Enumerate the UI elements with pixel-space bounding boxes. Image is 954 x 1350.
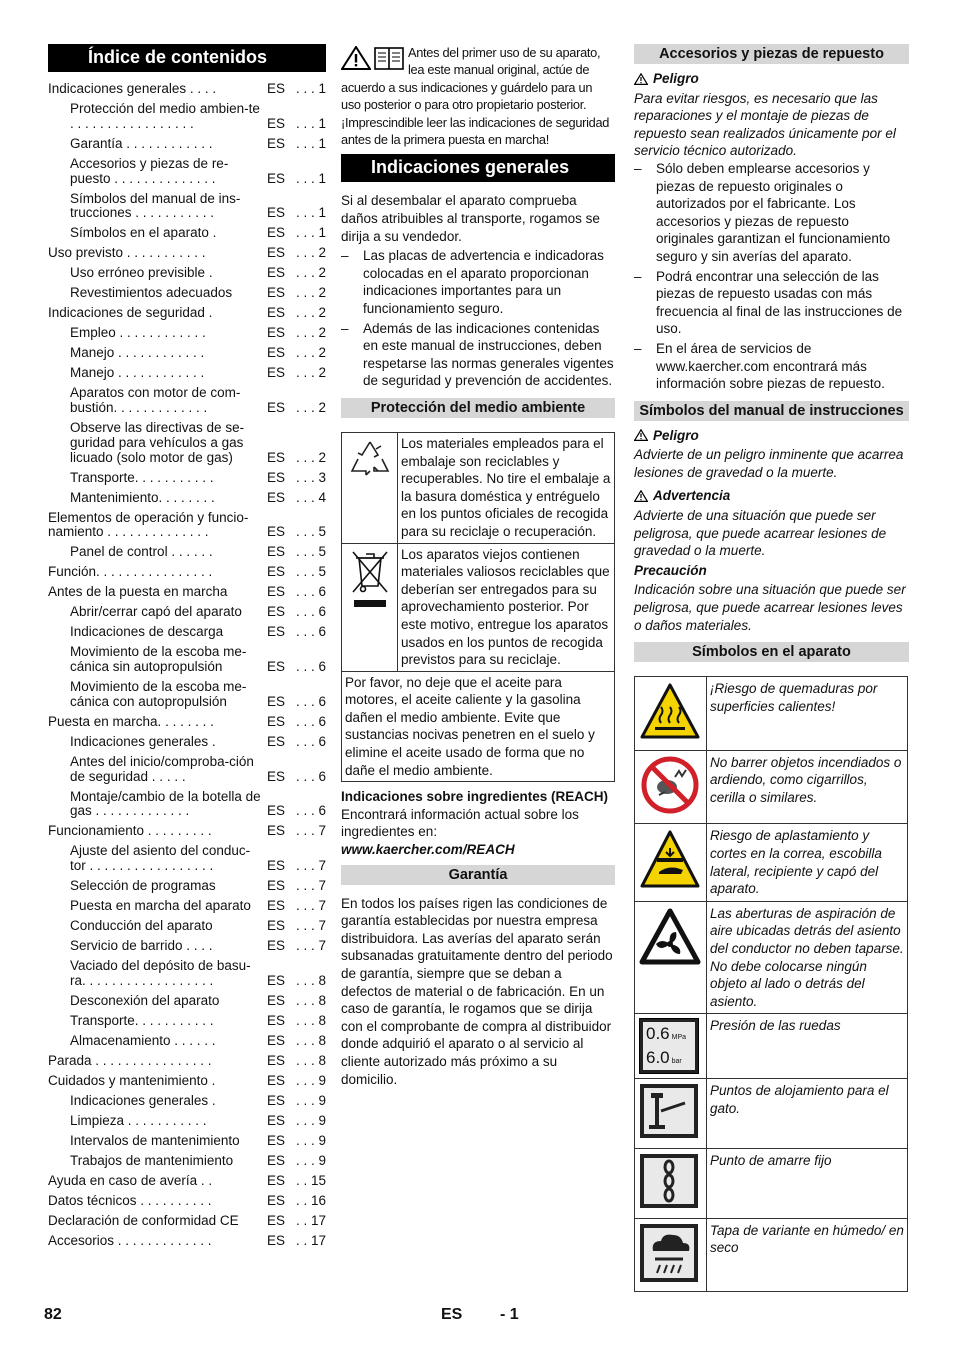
toc-entry-page: . . . 1: [295, 205, 326, 221]
toc-entry-lang: ES: [266, 1192, 285, 1208]
recycling-icon: [348, 437, 392, 481]
toc-entry[interactable]: [48, 326, 326, 341]
toc-entry-lang: ES: [266, 604, 285, 620]
toc-entry-lang: ES: [266, 399, 285, 415]
toc-entry-label: Panel de control . . . . . .: [70, 544, 213, 560]
toc-entry-label: Indicaciones de seguridad .: [48, 305, 213, 321]
toc-entry[interactable]: [48, 421, 326, 465]
pressure-value-2: 6.0: [646, 1048, 670, 1068]
reach-text: Encontrará información actual sobre los ingredientes en:: [341, 806, 579, 840]
wet-dry-flap-icon: [639, 1223, 699, 1283]
toc-entry-page: . . . 6: [295, 604, 326, 620]
toc-entry-label: Declaración de conformidad CE: [48, 1212, 239, 1228]
toc-entry-lang: ES: [266, 823, 285, 839]
device-symbol-row: [635, 1079, 908, 1149]
toc-entry-label: Montaje/cambio de la botella de gas . . . . . . . . . . . . .: [70, 788, 261, 819]
toc-entry-page: . . . 2: [295, 399, 326, 415]
toc-entry-lang: ES: [266, 624, 285, 640]
toc-entry-page: . . . 9: [295, 1152, 326, 1168]
toc-entry[interactable]: [48, 1194, 326, 1209]
toc-entry[interactable]: [48, 192, 326, 222]
toc-entry-label: Movimiento de la escoba me-cánica con autopropulsión: [70, 679, 247, 709]
accessories-bullets: [634, 160, 909, 393]
manual-caution-text: Indicación sobre una situación que puede ser peligrosa, que puede acarrear lesiones leves o daños materiales.: [634, 582, 906, 633]
pressure-unit-2: bar: [671, 1058, 682, 1066]
accessories-bullet-1: – Sólo deben emplearse accesorios y piezas de repuesto originales o autorizados por el fabricante. Los accesorios y piezas de repuesto originales garantizan el funcionamiento seguro y sin averías del aparato.: [634, 160, 909, 266]
toc-entry-page: . . . 2: [295, 245, 326, 261]
weee-text: Los aparatos viejos contienen materiales valiosos reciclables que deberían ser entregados para su aprovechamiento posterior. Por este motivo, entregue los aparatos usados en los puntos de recogida previstos para su reciclaje.: [398, 543, 615, 671]
toc-entry-lang: ES: [266, 1072, 285, 1088]
toc-entry[interactable]: [48, 585, 326, 600]
toc-entry-label: Protección del medio ambien-te . . . . . . . . . . . . . . . . .: [70, 100, 260, 131]
toc-entry-lang: ES: [266, 938, 285, 954]
toc-entry-label: Ajuste del asiento del conduc-tor . . . . . . . . . . . . . . . . .: [70, 843, 251, 874]
device-symbol-row: [635, 1218, 908, 1292]
toc-entry-lang: ES: [266, 693, 285, 709]
toc-entry-page: . . 15: [295, 1172, 326, 1188]
toc-entry-page: . . . 8: [295, 1032, 326, 1048]
recycling-icon-cell: [342, 432, 398, 543]
toc-entry-label: Manejo . . . . . . . . . . . .: [70, 345, 205, 361]
toc-entry-label: Símbolos en el aparato .: [70, 225, 217, 241]
toc-entry-page: . . . 1: [295, 135, 326, 151]
toc-entry-page: . . . 6: [295, 768, 326, 784]
device-symbol-row: [635, 677, 908, 751]
toc-entry-label: Uso previsto . . . . . . . . . . .: [48, 245, 206, 261]
toc-entry-label: Intervalos de mantenimiento: [70, 1132, 240, 1148]
toc-entry[interactable]: [48, 1094, 326, 1109]
toc-entry-page: . . . 9: [295, 1112, 326, 1128]
device-symbols-table: [634, 676, 908, 1292]
toc-entry[interactable]: [48, 82, 326, 97]
toc-entry-lang: ES: [266, 1012, 285, 1028]
toc-entry-page: . . . 3: [295, 469, 326, 485]
fan-warning-icon: [639, 906, 701, 966]
toc-entry[interactable]: [48, 157, 326, 187]
toc-entry[interactable]: [48, 346, 326, 361]
general-bullet-2: – Además de las indicaciones contenidas en este manual de instrucciones, deben respetarse las normas generales vigentes de seguridad y prevención de accidentes.: [341, 320, 615, 390]
toc-entry-lang: ES: [266, 449, 285, 465]
toc-entry-page: . . . 2: [295, 325, 326, 341]
warranty-text: En todos los países rigen las condiciones de garantía establecidas por nuestra empresa distribuidora. Las averías del aparato serán subsanadas gratuitamente dentro del periodo de garantía, siempre que se deban a defectos de material o de fabricación. En un caso de garantía, le rogamos que se dirija con el comprobante de compra al distribuidor donde adquirió el aparato o al servicio al cliente autorizado más próximo a su domicilio.: [341, 895, 613, 1087]
toc-entry-page: . . . 8: [295, 1012, 326, 1028]
toc-entry-lang: ES: [266, 803, 285, 819]
manual-symbols-heading: Símbolos del manual de instrucciones: [634, 401, 909, 421]
accessories-bullet-3: – En el área de servicios de www.kaercher.com encontrará más información sobre piezas de repuesto.: [634, 340, 909, 393]
toc-entry[interactable]: [48, 1114, 326, 1129]
toc-entry[interactable]: [48, 286, 326, 301]
toc-entry-lang: ES: [266, 225, 285, 241]
weee-icon-cell: [342, 543, 398, 671]
toc-entry[interactable]: [48, 1214, 326, 1229]
toc-entry[interactable]: [48, 491, 326, 506]
hot-surface-icon: [639, 681, 701, 741]
toc-entry-page: . . . 8: [295, 1052, 326, 1068]
toc-entry-label: Conducción del aparato: [70, 918, 213, 934]
accessories-danger-text: Para evitar riesgos, es necesario que las reparaciones y el montaje de piezas de repuesto sean realizados únicamente por el servicio técnico autorizado.: [634, 90, 896, 159]
toc-entry-lang: ES: [266, 878, 285, 894]
recycling-text: Los materiales empleados para el embalaje son reciclables y recuperables. No tire el embalaje a la basura doméstica y entréguelo en los puntos oficiales de recogida para su reciclaje o recuperación.: [398, 432, 615, 543]
reach-title: Indicaciones sobre ingredientes (REACH): [341, 789, 609, 805]
toc-entry-page: . . . 6: [295, 713, 326, 729]
toc-entry-page: . . . 6: [295, 584, 326, 600]
manual-caution-label: Precaución: [634, 562, 707, 578]
toc-entry[interactable]: [48, 1034, 326, 1049]
toc-entry-lang: ES: [266, 1032, 285, 1048]
manual-danger-text: Advierte de un peligro inminente que acarrea lesiones de gravedad o la muerte.: [634, 447, 904, 480]
toc-entry-page: . . . 7: [295, 898, 326, 914]
toc-entry-page: . . . 6: [295, 624, 326, 640]
toc-entry-label: Cuidados y mantenimiento .: [48, 1072, 216, 1088]
manual-warning-text: Advierte de una situación que puede ser peligrosa, que puede acarrear lesiones de gravedad o la muerte.: [634, 508, 887, 559]
toc-entry-label: Transporte. . . . . . . . . . .: [70, 1012, 214, 1028]
device-symbols-heading: Símbolos en el aparato: [634, 642, 909, 662]
toc-entry-lang: ES: [266, 659, 285, 675]
toc-entry-label: Trabajos de mantenimiento: [70, 1152, 234, 1168]
crossed-bin-icon: [350, 548, 390, 612]
general-bullets: [341, 247, 615, 390]
toc-entry[interactable]: [48, 1134, 326, 1149]
toc-entry-page: . . . 8: [295, 992, 326, 1008]
toc-entry-page: . . . 1: [295, 225, 326, 241]
toc-entry-lang: ES: [266, 1052, 285, 1068]
pressure-value-1: 0.6: [646, 1024, 670, 1044]
toc-entry-page: . . 17: [295, 1232, 326, 1248]
toc-entry-label: Parada . . . . . . . . . . . . . . . .: [48, 1052, 212, 1068]
toc-entry-lang: ES: [266, 544, 285, 560]
toc-entry-page: . . . 4: [295, 489, 326, 505]
toc-entry[interactable]: [48, 226, 326, 241]
toc-entry-page: . . . 1: [295, 170, 326, 186]
warning-triangle-icon: [634, 490, 648, 502]
toc-entry-lang: ES: [266, 305, 285, 321]
toc-entry-label: Mantenimiento. . . . . . . .: [70, 489, 215, 505]
toc-entry-page: . . 17: [295, 1212, 326, 1228]
toc-entry-page: . . . 1: [295, 81, 326, 96]
page-number: 82: [44, 1306, 62, 1323]
environment-heading: Protección del medio ambiente: [341, 398, 615, 418]
toc-entry-lang: ES: [266, 524, 285, 540]
accessories-heading: Accesorios y piezas de repuesto: [634, 44, 909, 64]
toc-entry[interactable]: [48, 471, 326, 486]
footer-lang: ES: [441, 1306, 463, 1323]
toc-entry-label: Accesorios y piezas de re-puesto . . . . . . . . . . . . . .: [70, 155, 229, 186]
device-symbol-text: Tapa de variante en húmedo/ en seco: [707, 1218, 908, 1292]
toc-entry[interactable]: [48, 680, 326, 710]
toc-entry-label: Antes del inicio/comproba-ción de seguridad . . . . .: [70, 753, 254, 784]
accessories-bullet-2: – Podrá encontrar una selección de las piezas de repuesto usadas con más frecuencia al final de las instrucciones de uso.: [634, 268, 909, 338]
device-symbol-text: ¡Riesgo de quemaduras por superficies calientes!: [707, 677, 908, 751]
toc-entry-label: Selección de programas: [70, 878, 216, 894]
toc-entry-label: Ayuda en caso de avería . .: [48, 1172, 213, 1188]
toc-entry-label: Puesta en marcha. . . . . . . .: [48, 713, 214, 729]
toc-entry[interactable]: [48, 1154, 326, 1169]
toc-entry[interactable]: [48, 994, 326, 1009]
device-symbol-text: Punto de amarre fijo: [707, 1148, 908, 1218]
footer-subpage: - 1: [500, 1306, 519, 1323]
accessories-danger-label: [634, 70, 909, 88]
device-symbol-text: No barrer objetos incendiados o ardiendo, como cigarrillos, cerilla o similares.: [707, 750, 908, 824]
toc-entry[interactable]: [48, 565, 326, 580]
toc-entry-lang: ES: [266, 265, 285, 281]
toc-entry[interactable]: [48, 959, 326, 989]
toc-entry-page: . . . 5: [295, 524, 326, 540]
toc-entry-lang: ES: [266, 365, 285, 381]
toc-entry-label: Accesorios . . . . . . . . . . . . .: [48, 1232, 212, 1248]
warning-triangle-icon: [634, 429, 648, 441]
toc-entry-label: Uso erróneo previsible .: [70, 265, 213, 281]
device-symbol-text: Puntos de alojamiento para el gato.: [707, 1079, 908, 1149]
toc-entry-page: . . . 1: [295, 115, 326, 131]
toc-entry-lang: ES: [266, 918, 285, 934]
toc-entry-label: Garantía . . . . . . . . . . . .: [70, 135, 213, 151]
warranty-heading: Garantía: [341, 865, 615, 885]
device-symbol-text: Presión de las ruedas: [707, 1014, 908, 1079]
toc-entry-label: Datos técnicos . . . . . . . . . .: [48, 1192, 212, 1208]
toc-entry-label: Observe las directivas de se-guridad para vehículos a gas licuado (solo motor de gas): [70, 419, 245, 465]
device-symbol-row: [635, 824, 908, 901]
read-manual-icon: [374, 46, 404, 70]
symbols-column: [634, 44, 909, 1292]
toc-entry-label: Símbolos del manual de ins-trucciones . . . . . . . . . . .: [70, 190, 241, 221]
toc-entry-label: Limpieza . . . . . . . . . . .: [70, 1112, 207, 1128]
toc-entry[interactable]: [48, 1074, 326, 1089]
toc-entry-page: . . . 7: [295, 858, 326, 874]
toc-entry-page: . . . 7: [295, 823, 326, 839]
toc-entry-page: . . . 8: [295, 972, 326, 988]
toc-entry-page: . . . 2: [295, 305, 326, 321]
toc-entry-label: Empleo . . . . . . . . . . . .: [70, 325, 206, 341]
toc-entry[interactable]: [48, 1054, 326, 1069]
toc-entry-lang: ES: [266, 489, 285, 505]
toc-entry-label: Almacenamiento . . . . . .: [70, 1032, 216, 1048]
toc-entry[interactable]: [48, 246, 326, 261]
toc-entry-label: Función. . . . . . . . . . . . . . . .: [48, 564, 213, 580]
toc-entry-lang: ES: [266, 170, 285, 186]
toc-entry[interactable]: [48, 645, 326, 675]
manual-danger-label-text: Peligro: [653, 427, 699, 443]
toc-entry[interactable]: [48, 266, 326, 281]
reach-link[interactable]: www.kaercher.com/REACH: [341, 842, 515, 858]
toc-entry-page: . . . 5: [295, 564, 326, 580]
device-symbol-row: [635, 901, 908, 1014]
device-symbol-row: [635, 750, 908, 824]
toc-entry[interactable]: [48, 899, 326, 914]
toc-entry-lang: ES: [266, 898, 285, 914]
toc-entry-page: . . . 6: [295, 733, 326, 749]
toc-entry-page: . . . 6: [295, 803, 326, 819]
intro-icons: [341, 46, 404, 70]
toc-entry-page: . . . 9: [295, 1132, 326, 1148]
toc-entry-lang: ES: [266, 1132, 285, 1148]
toc-entry-lang: ES: [266, 345, 285, 361]
toc-entry-label: Abrir/cerrar capó del aparato: [70, 604, 242, 620]
toc-entry[interactable]: [48, 545, 326, 560]
pressure-unit-1: MPa: [671, 1034, 687, 1042]
intro-text: Antes del primer uso de su aparato, lea este manual original, actúe de acuerdo a sus indicaciones y guárdelo para un uso posterior o para otro propietario posterior. ¡Imprescindible leer las indicaciones de seguridad antes de la primera puesta en marcha!: [341, 45, 610, 148]
toc-entry[interactable]: [48, 824, 326, 839]
toc-entry-lang: ES: [266, 564, 285, 580]
intro-notice: [341, 44, 615, 148]
warning-triangle-icon: [341, 46, 371, 70]
toc-entry[interactable]: [48, 605, 326, 620]
toc-entry-lang: ES: [266, 325, 285, 341]
manual-warning-label-text: Advertencia: [653, 488, 731, 504]
manual-danger-label: [634, 427, 909, 445]
toc-column: [48, 44, 326, 1254]
tire-pressure-icon: [639, 1018, 699, 1074]
toc-entry-lang: ES: [266, 1212, 285, 1228]
toc-entry-label: Aparatos con motor de com-bustión. . . . . . . . . . . . .: [70, 385, 241, 415]
toc-entry-lang: ES: [266, 992, 285, 1008]
toc-entry-label: Manejo . . . . . . . . . . . .: [70, 365, 205, 381]
toc-entry-label: Puesta en marcha del aparato: [70, 898, 251, 914]
toc-entry-label: Servicio de barrido . . . .: [70, 938, 213, 954]
toc-entry-label: Antes de la puesta en marcha: [48, 584, 228, 600]
toc-entry-lang: ES: [266, 205, 285, 221]
toc-entry-lang: ES: [266, 469, 285, 485]
danger-label-text: Peligro: [653, 71, 699, 86]
crush-hazard-icon: [639, 828, 701, 890]
tie-down-icon: [639, 1153, 699, 1209]
toc-entry-lang: ES: [266, 1152, 285, 1168]
toc-entry-label: Funcionamiento . . . . . . . . .: [48, 823, 212, 839]
toc-entry[interactable]: [48, 1014, 326, 1029]
toc-entry-page: . . . 7: [295, 938, 326, 954]
toc-entry-lang: ES: [266, 858, 285, 874]
toc-entry-label: Elementos de operación y funcio-namiento . . . . . . . . . . . . . .: [48, 509, 249, 540]
toc-entry-lang: ES: [266, 713, 285, 729]
toc-entry-page: . . . 5: [295, 544, 326, 560]
toc-entry-label: Desconexión del aparato: [70, 992, 220, 1008]
toc-entry-page: . . . 7: [295, 918, 326, 934]
jack-point-icon: [639, 1083, 699, 1139]
toc-entry[interactable]: [48, 755, 326, 785]
toc-entry[interactable]: [48, 386, 326, 416]
device-symbol-row: [635, 1014, 908, 1079]
toc-entry-label: Movimiento de la escoba me-cánica sin autopropulsión: [70, 644, 247, 675]
toc-entry[interactable]: [48, 735, 326, 750]
toc-entry-lang: ES: [266, 972, 285, 988]
toc-entry[interactable]: [48, 1234, 326, 1249]
no-burning-objects-icon: [639, 755, 701, 815]
toc-entry-page: . . 16: [295, 1192, 326, 1208]
device-symbol-row: [635, 1148, 908, 1218]
toc-entry-lang: ES: [266, 1172, 285, 1188]
general-column: [341, 44, 615, 1088]
toc-entry[interactable]: [48, 306, 326, 321]
toc-entry-page: . . . 2: [295, 449, 326, 465]
general-paragraph: Si al desembalar el aparato comprueba daños atribuibles al transporte, rogamos se dirija a su vendedor.: [341, 193, 600, 244]
toc-entry-lang: ES: [266, 135, 285, 151]
toc-title: Índice de contenidos: [48, 44, 326, 72]
warning-triangle-icon: [634, 73, 648, 85]
toc-entry-page: . . . 6: [295, 659, 326, 675]
toc-list: [48, 82, 326, 1248]
general-bullet-1: – Las placas de advertencia e indicadoras colocadas en el aparato proporcionan indicaciones importantes para un funcionamiento seguro.: [341, 247, 615, 317]
toc-entry[interactable]: [48, 879, 326, 894]
toc-entry-lang: ES: [266, 245, 285, 261]
device-symbol-text: Riesgo de aplastamiento y cortes en la correa, escobilla lateral, recipiente y capó del aparato.: [707, 824, 908, 901]
manual-warning-label: [634, 487, 909, 505]
toc-entry-page: . . . 2: [295, 365, 326, 381]
toc-entry-label: Transporte. . . . . . . . . . .: [70, 469, 214, 485]
toc-entry[interactable]: [48, 844, 326, 874]
toc-entry-lang: ES: [266, 584, 285, 600]
toc-entry-label: Indicaciones generales .: [70, 733, 216, 749]
toc-entry-lang: ES: [266, 733, 285, 749]
toc-entry[interactable]: [48, 790, 326, 820]
toc-entry-label: Revestimientos adecuados: [70, 285, 233, 301]
toc-entry-label: Indicaciones de descarga: [70, 624, 224, 640]
toc-entry-lang: ES: [266, 768, 285, 784]
toc-entry[interactable]: [48, 102, 326, 132]
toc-entry[interactable]: [48, 919, 326, 934]
toc-entry-lang: ES: [266, 81, 285, 96]
toc-entry-page: . . . 9: [295, 1092, 326, 1108]
toc-entry-lang: ES: [266, 1092, 285, 1108]
toc-entry-lang: ES: [266, 115, 285, 131]
device-symbol-text: Las aberturas de aspiración de aire ubicadas detrás del asiento del conductor no deben taparse. No debe colocarse ningún objeto al lado o detrás del asiento.: [707, 901, 908, 1014]
oil-text: Por favor, no deje que el aceite para motores, el aceite caliente y la gasolina dañen el medio ambiente. Evite que sustancias nocivas penetren en el suelo y elimine el aceite usado de forma que no dañe el medio ambiente.: [342, 671, 615, 782]
environment-table: [341, 432, 615, 782]
toc-entry[interactable]: [48, 939, 326, 954]
toc-entry[interactable]: [48, 715, 326, 730]
toc-entry-label: Indicaciones generales .: [70, 1092, 216, 1108]
toc-entry-page: . . . 7: [295, 878, 326, 894]
toc-entry-page: . . . 6: [295, 693, 326, 709]
toc-entry-lang: ES: [266, 1112, 285, 1128]
toc-entry-lang: ES: [266, 285, 285, 301]
toc-entry-page: . . . 2: [295, 345, 326, 361]
toc-entry[interactable]: [48, 1174, 326, 1189]
toc-entry-label: Vaciado del depósito de basu-ra. . . . . . . . . . . . . . . . . .: [70, 958, 251, 988]
toc-entry-page: . . . 2: [295, 285, 326, 301]
toc-entry-page: . . . 9: [295, 1072, 326, 1088]
toc-entry[interactable]: [48, 366, 326, 381]
toc-entry[interactable]: [48, 511, 326, 541]
toc-entry-lang: ES: [266, 1232, 285, 1248]
general-heading: Indicaciones generales: [341, 154, 615, 182]
toc-entry[interactable]: [48, 625, 326, 640]
toc-entry-page: . . . 2: [295, 265, 326, 281]
toc-entry[interactable]: [48, 137, 326, 152]
toc-entry-label: Indicaciones generales . . . .: [48, 81, 217, 96]
